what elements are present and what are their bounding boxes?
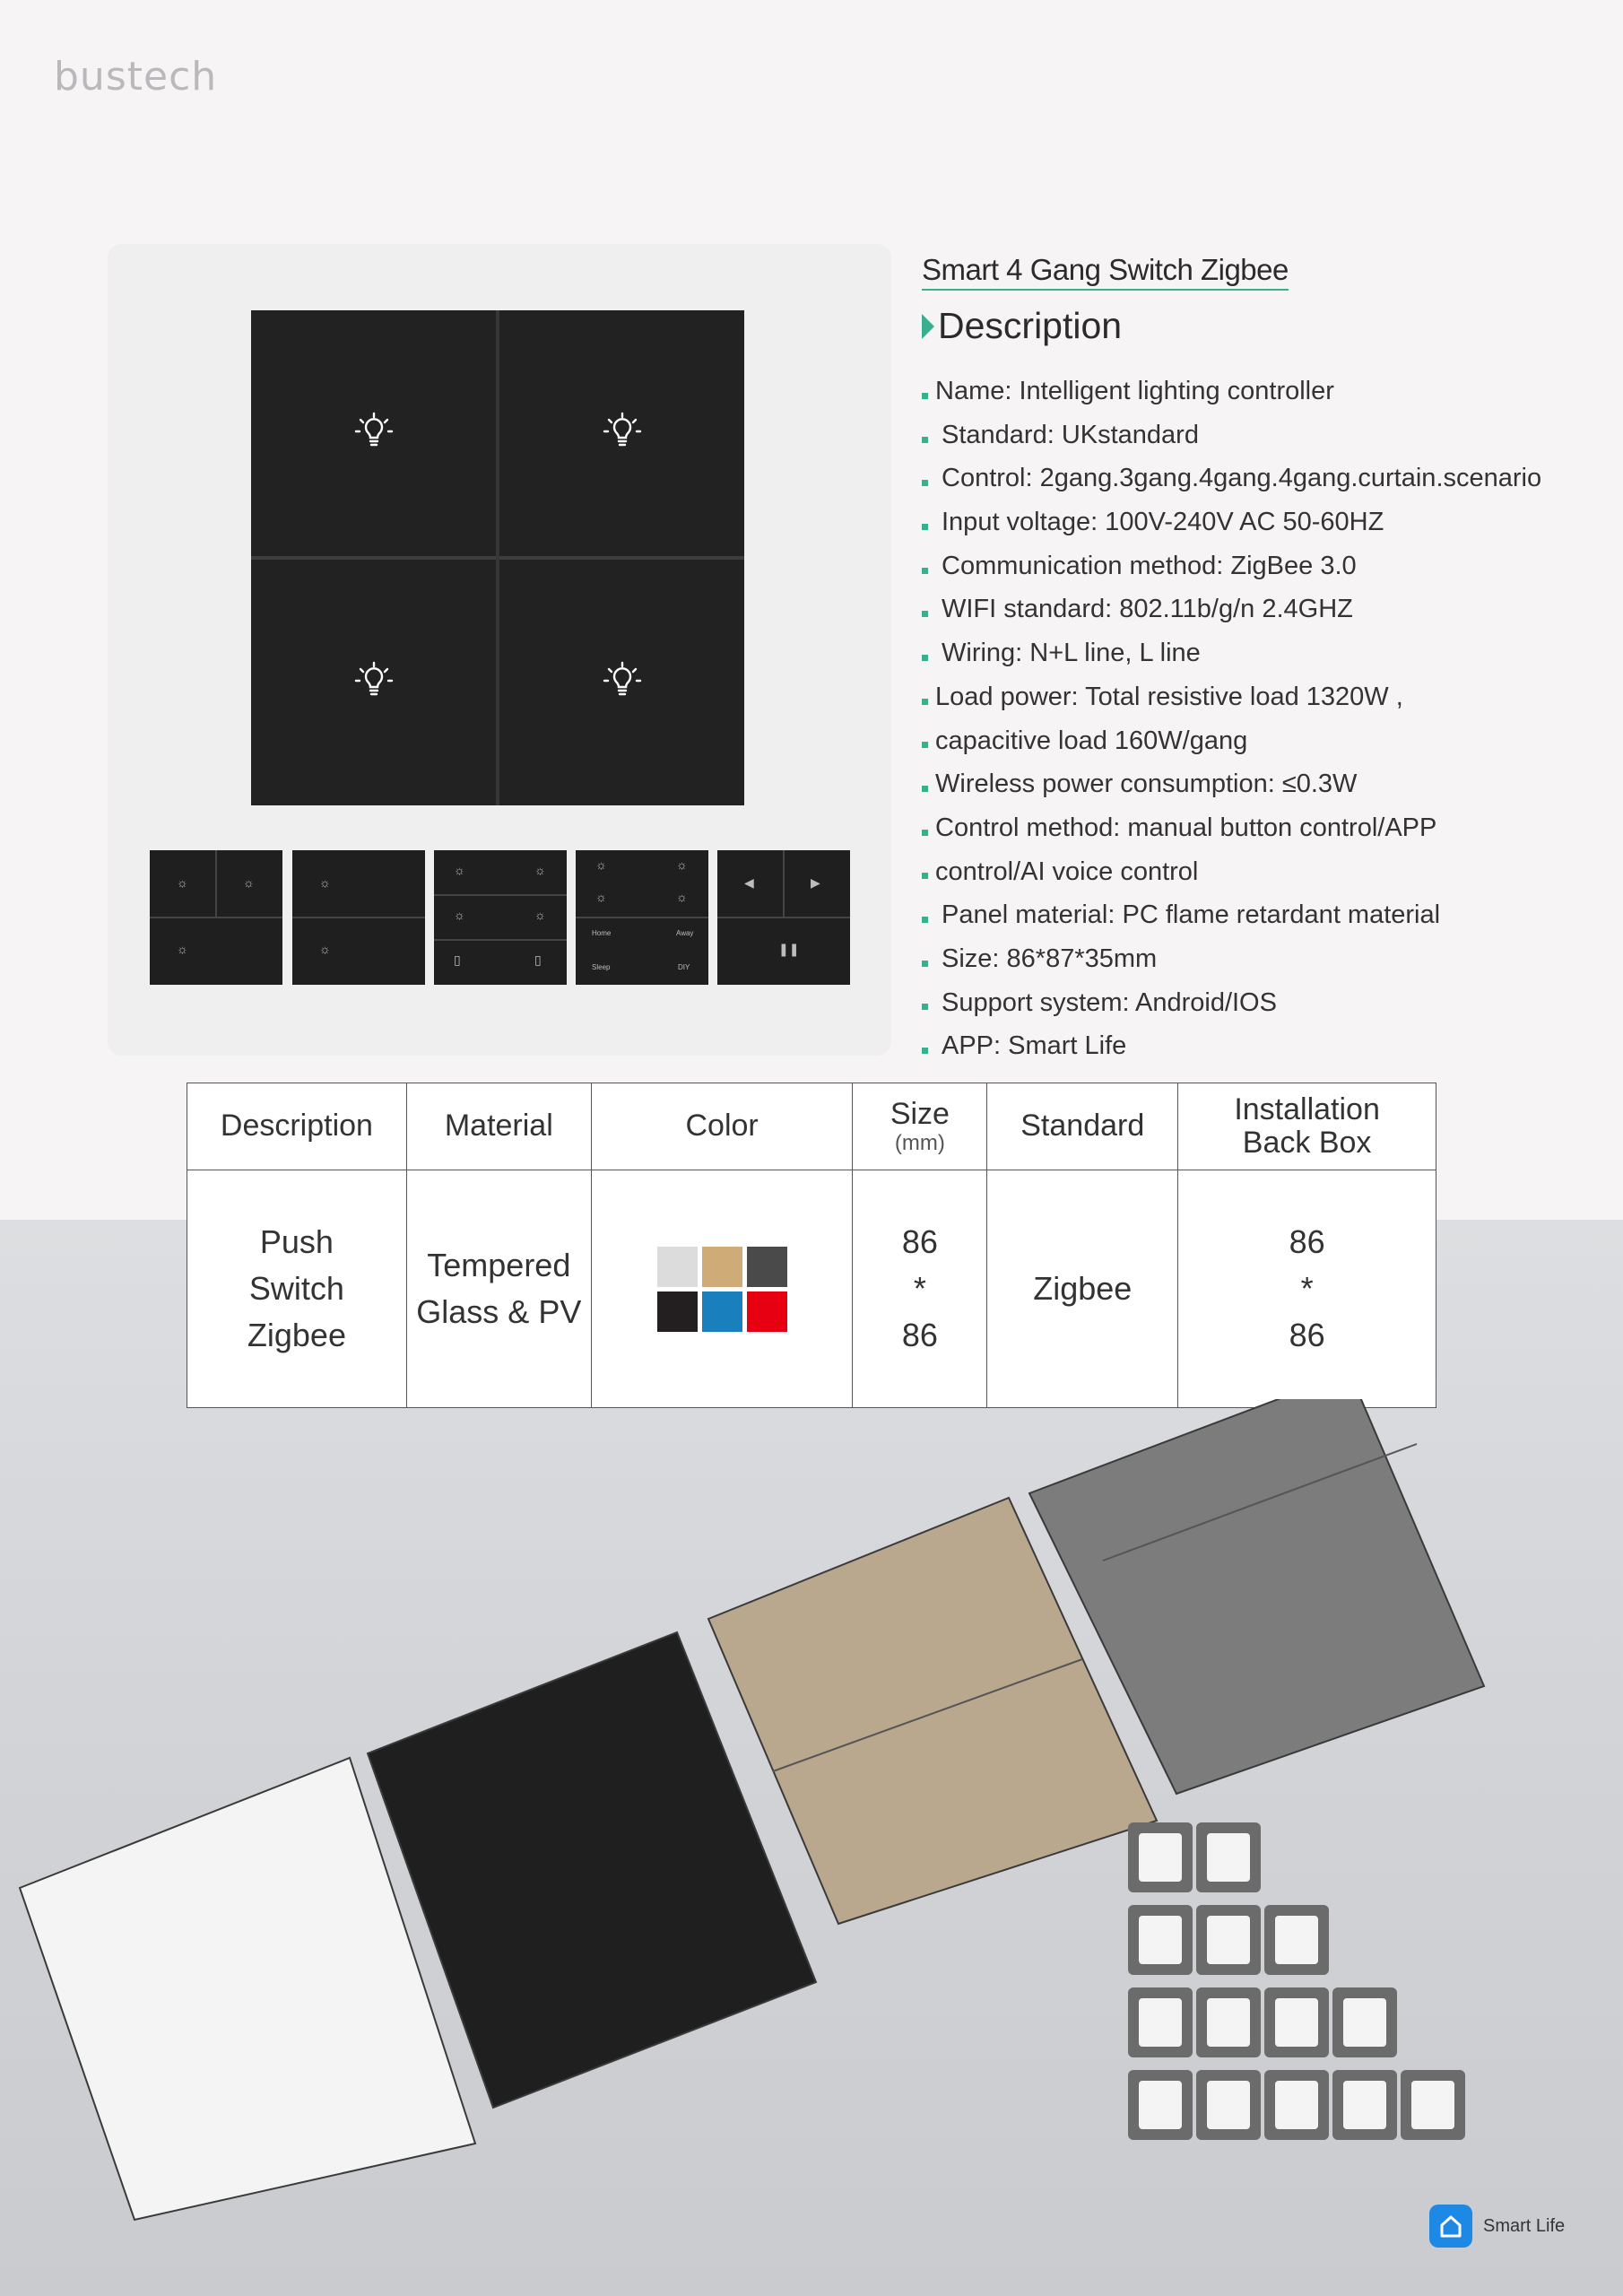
bullet-square-icon [922, 699, 928, 705]
scene-label-sleep: Sleep [592, 963, 611, 971]
panel-button-top-left [251, 310, 496, 556]
spec-item: Standard: UKstandard [922, 413, 1541, 457]
cell-size: 86 * 86 [853, 1170, 987, 1408]
smart-life-badge [1429, 2205, 1565, 2248]
main-switch-panel-image [251, 310, 744, 805]
light-bulb-icon: ☼ [319, 875, 331, 890]
back-box [1196, 1822, 1261, 1892]
color-swatch [747, 1292, 787, 1332]
light-bulb-icon: ☼ [595, 890, 607, 904]
scene-label-home: Home [592, 929, 612, 937]
spec-item: Wiring: N+L line, L line [922, 631, 1541, 675]
cell-description: Push Switch Zigbee [187, 1170, 407, 1408]
description-heading: Description [922, 305, 1122, 347]
bullet-square-icon [922, 742, 928, 748]
back-box [1128, 1822, 1193, 1892]
back-box [1264, 2070, 1329, 2140]
thumbnail-3gang[interactable] [150, 850, 282, 985]
panel-button-bottom-right [499, 560, 744, 805]
panel-divider-vertical [496, 310, 499, 805]
scene-label-away: Away [676, 929, 694, 937]
bullet-square-icon [922, 873, 928, 879]
cell-backbox: 86 * 86 [1178, 1170, 1436, 1408]
header-color: Color [591, 1083, 853, 1170]
light-bulb-icon [351, 408, 397, 459]
spec-item: Size: 86*87*35mm [922, 937, 1541, 981]
panel-button-bottom-left [251, 560, 496, 805]
cell-material: Tempered Glass & PV [406, 1170, 591, 1408]
light-bulb-icon: ☼ [319, 942, 331, 956]
bullet-square-icon [922, 393, 928, 399]
cell-color [591, 1170, 853, 1408]
light-bulb-icon: ☼ [243, 875, 255, 890]
cell-standard: Zigbee [987, 1170, 1178, 1408]
header-size: Size (mm) [853, 1083, 987, 1170]
color-swatch [657, 1247, 698, 1287]
bullet-square-icon [922, 786, 928, 792]
spec-item: Support system: Android/IOS [922, 981, 1541, 1025]
back-box [1332, 1987, 1397, 2057]
door-icon: ▯ [534, 952, 542, 967]
table-header-row [187, 1083, 1436, 1170]
spec-item: control/AI voice control [922, 850, 1541, 894]
header-standard: Standard [987, 1083, 1178, 1170]
back-box [1264, 1987, 1329, 2057]
back-box [1128, 1905, 1193, 1975]
door-icon: ▯ [454, 952, 461, 967]
spec-item: Name: Intelligent lighting controller [922, 370, 1541, 413]
color-swatch [702, 1292, 742, 1332]
scene-label-diy: DIY [678, 963, 690, 971]
spec-item: APP: Smart Life [922, 1024, 1541, 1068]
spec-item: Communication method: ZigBee 3.0 [922, 544, 1541, 588]
spec-item: Load power: Total resistive load 1320W , [922, 675, 1541, 719]
brand-logo: bustech [54, 54, 218, 100]
header-material: Material [406, 1083, 591, 1170]
back-box [1196, 1987, 1261, 2057]
spec-item: WIFI standard: 802.11b/g/n 2.4GHZ [922, 587, 1541, 631]
thumbnail-2gang[interactable] [292, 850, 425, 985]
spec-item: Wireless power consumption: ≤0.3W [922, 762, 1541, 806]
table-row [187, 1170, 1436, 1408]
light-bulb-icon [599, 657, 646, 709]
light-bulb-icon: ☼ [595, 857, 607, 872]
color-swatch [747, 1247, 787, 1287]
back-box [1128, 2070, 1193, 2140]
back-box [1128, 1987, 1193, 2057]
smart-life-home-icon [1429, 2205, 1472, 2248]
bullet-square-icon [922, 480, 928, 486]
bullet-square-icon [922, 611, 928, 617]
smart-life-label: Smart Life [1483, 2215, 1566, 2236]
light-bulb-icon: ☼ [676, 857, 688, 872]
light-bulb-icon: ☼ [454, 908, 465, 922]
panel-button-top-right [499, 310, 744, 556]
thumbnail-curtain[interactable] [717, 850, 850, 985]
color-swatch [702, 1247, 742, 1287]
light-bulb-icon: ☼ [177, 942, 188, 956]
header-description: Description [187, 1083, 407, 1170]
product-title: Smart 4 Gang Switch Zigbee [922, 253, 1289, 291]
back-box [1196, 2070, 1261, 2140]
spec-item: Control method: manual button control/APP [922, 806, 1541, 850]
bullet-square-icon [922, 655, 928, 661]
light-bulb-icon: ☼ [534, 908, 546, 922]
arrow-right-icon: ▶ [811, 875, 820, 890]
back-box [1196, 1905, 1261, 1975]
pause-icon: ❚❚ [778, 942, 800, 956]
spec-item: Input voltage: 100V-240V AC 50-60HZ [922, 500, 1541, 544]
bullet-square-icon [922, 1048, 928, 1054]
light-bulb-icon [351, 657, 397, 709]
thumbnail-scene[interactable] [576, 850, 708, 985]
bullet-square-icon [922, 568, 928, 574]
bullet-square-icon [922, 524, 928, 530]
back-box [1332, 2070, 1397, 2140]
back-box [1401, 2070, 1465, 2140]
light-bulb-icon: ☼ [454, 863, 465, 877]
triangle-marker-icon [922, 314, 934, 339]
arrow-left-icon: ◀ [744, 875, 754, 890]
header-backbox: Installation Back Box [1178, 1083, 1436, 1170]
bullet-square-icon [922, 961, 928, 967]
product-image-card [108, 244, 891, 1056]
bullet-square-icon [922, 917, 928, 923]
spec-item: Control: 2gang.3gang.4gang.4gang.curtain.scenario [922, 457, 1541, 500]
light-bulb-icon: ☼ [177, 875, 188, 890]
spec-table [187, 1083, 1436, 1408]
light-bulb-icon [599, 408, 646, 459]
light-bulb-icon: ☼ [676, 890, 688, 904]
spec-item: capacitive load 160W/gang [922, 719, 1541, 763]
spec-item: Panel material: PC flame retardant material [922, 893, 1541, 937]
color-swatch [657, 1292, 698, 1332]
bullet-square-icon [922, 1004, 928, 1010]
color-swatches [657, 1247, 787, 1332]
spec-list [922, 370, 1541, 1068]
thumbnail-6gang[interactable] [434, 850, 567, 985]
light-bulb-icon: ☼ [534, 863, 546, 877]
bullet-square-icon [922, 830, 928, 836]
bullet-square-icon [922, 437, 928, 443]
back-box [1264, 1905, 1329, 1975]
